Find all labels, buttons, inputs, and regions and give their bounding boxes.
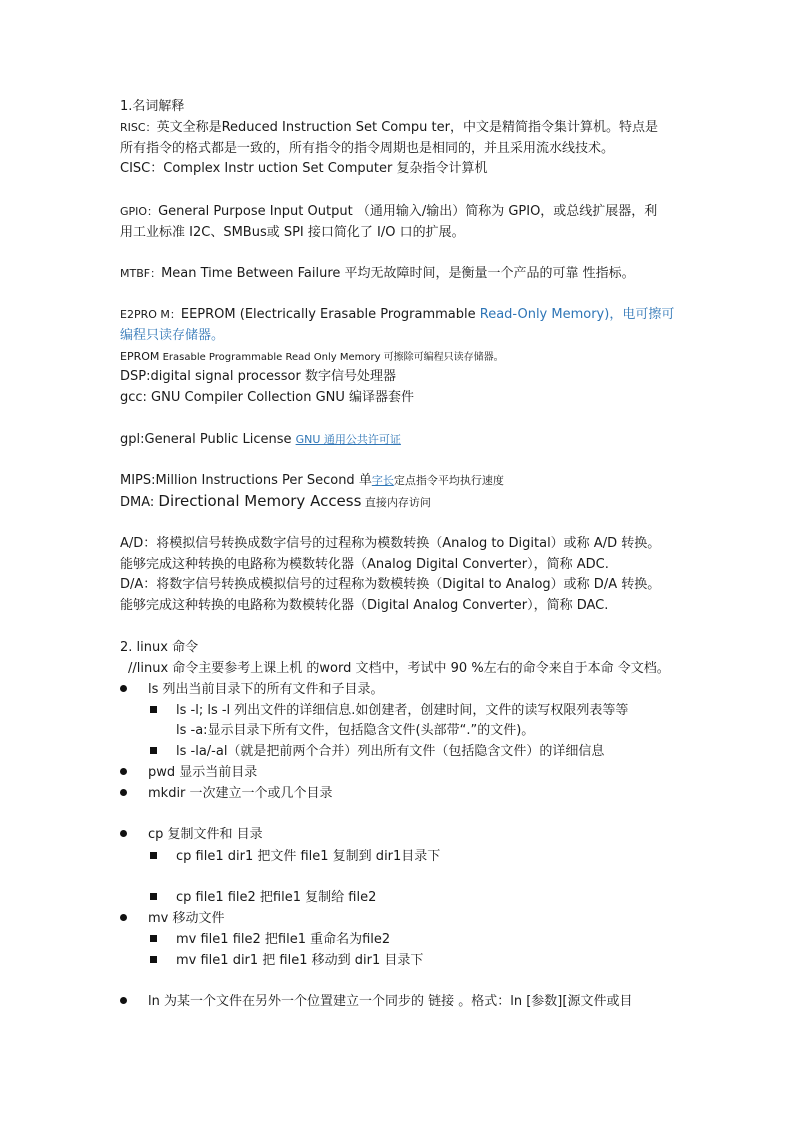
gpl-line (120, 431, 401, 449)
mv-rename-item: mv file1 file2 把file1 重命名为file2 (176, 932, 391, 947)
eprom-line (120, 348, 504, 367)
mv-item: mv 移动文件 (148, 911, 225, 926)
cp-file-item: cp file1 file2 把file1 复制给 file2 (176, 890, 377, 905)
gpio-line-2: 用工业标准 I2C、SMBus或 SPI 接口简化了 I/O 口的扩展。 (120, 225, 465, 240)
cisc-text: Complex Instr uction Set Computer 复杂指令计算机 (163, 161, 488, 176)
mips-line (120, 472, 504, 490)
square-bullet (150, 702, 160, 712)
ln-item: ln 为某一个文件在另外一个位置建立一个同步的 链接 。格式：ln [参数][源文件或目 (148, 994, 633, 1009)
e2prom-label: E2PRO M： (120, 308, 181, 321)
da-line-1: D/A：将数字信号转换成模拟信号的过程称为数模转换（Digital to Analog）或称 D/A 转换。 (120, 577, 661, 592)
gpio-line (120, 203, 657, 221)
ls-la-item: ls -la/-al（就是把前两个合并）列出所有文件（包括隐含文件）的详细信息 (176, 744, 605, 759)
pwd-item: pwd 显示当前目录 (148, 765, 258, 780)
gpio-text: General Purpose Input Output （通用输入/输出）简称为 GPIO，或总线扩展器，利 (158, 204, 658, 219)
dma-line (120, 492, 431, 512)
risc-text: 英文全称是Reduced Instruction Set Compu ter，中文是精简指令集计算机。特点是 (156, 120, 658, 135)
bullet-dot (120, 826, 130, 836)
dsp-line: DSP:digital signal processor 数字信号处理器 (120, 369, 396, 384)
bullet-dot (120, 764, 130, 774)
section-1-title: 1.名词解释 (120, 99, 185, 114)
mv-dir-item: mv file1 dir1 把 file1 移动到 dir1 目录下 (176, 953, 424, 968)
ls-l-item: ls -l; ls -l 列出文件的详细信息.如创建者，创建时间，文件的读写权限列表等等 (176, 703, 629, 718)
ad-line-1: A/D：将模拟信号转换成数字信号的过程称为模数转换（Analog to Digital）或称 A/D 转换。 (120, 536, 661, 551)
square-bullet (150, 743, 160, 753)
da-line-2: 能够完成这种转换的电路称为数模转化器（Digital Analog Converter），简称 DAC. (120, 598, 609, 613)
e2prom-line-2: 编程只读存储器。 (120, 328, 225, 343)
bullet-dot (120, 681, 130, 691)
gpl-link[interactable]: GNU 通用公共许可证 (295, 433, 401, 446)
gpio-label: GPIO： (120, 205, 159, 218)
mips-text-2: 定点指令平均执行速度 (393, 474, 504, 487)
e2prom-line (120, 306, 674, 324)
bullet-dot (120, 785, 130, 795)
mips-text: MIPS:Million Instructions Per Second 单 (120, 473, 372, 488)
cp-dir-item: cp file1 dir1 把文件 file1 复制到 dir1目录下 (176, 849, 441, 864)
square-bullet (150, 952, 160, 962)
dma-term: Directional Memory Access (158, 492, 362, 510)
eprom-label: EPROM (120, 350, 160, 363)
bullet-dot (120, 993, 130, 1003)
mips-link[interactable]: 字长 (371, 474, 394, 487)
e2prom-blue-text: Read-Only Memory)，电可擦可 (479, 307, 675, 322)
cisc-line (120, 160, 487, 178)
gcc-line: gcc: GNU Compiler Collection GNU 编译器套件 (120, 390, 415, 405)
linux-intro: //linux 命令主要参考上课上机 的word 文档中，考试中 90 %左右的命令来自于本命 令文档。 (128, 661, 670, 676)
ad-line-2: 能够完成这种转换的电路称为模数转化器（Analog Digital Converter），简称 ADC. (120, 557, 609, 572)
mtbf-label: MTBF： (120, 267, 162, 280)
gpl-text: gpl:General Public License (120, 432, 296, 447)
e2prom-text: EEPROM (Electrically Erasable Programmable (180, 307, 480, 322)
mtbf-text: Mean Time Between Failure 平均无故障时间，是衡量一个产品的可靠 性指标。 (161, 266, 635, 281)
risc-line-2: 所有指令的格式都是一致的，所有指令的指令周期也是相同的，并且采用流水线技术。 (120, 141, 615, 156)
square-bullet (150, 931, 160, 941)
dma-suffix: 直接内存访问 (361, 496, 431, 509)
ls-item: ls 列出当前目录下的所有文件和子目录。 (148, 682, 384, 697)
cp-item: cp 复制文件和 目录 (148, 827, 263, 842)
mtbf-line (120, 265, 635, 283)
mkdir-item: mkdir 一次建立一个或几个目录 (148, 786, 333, 801)
eprom-text: Erasable Programmable Read Only Memory 可擦除可编程只读存储器。 (159, 352, 504, 363)
section-2-title: 2. linux 命令 (120, 640, 199, 655)
square-bullet (150, 889, 160, 899)
bullet-dot (120, 910, 130, 920)
square-bullet (150, 848, 160, 858)
risc-line (120, 119, 658, 137)
ls-a-item: ls -a:显示目录下所有文件，包括隐含文件(头部带“.”的文件)。 (176, 723, 535, 738)
dma-prefix: DMA: (120, 495, 159, 510)
risc-label: RISC： (120, 121, 157, 134)
cisc-label: CISC： (120, 161, 164, 176)
